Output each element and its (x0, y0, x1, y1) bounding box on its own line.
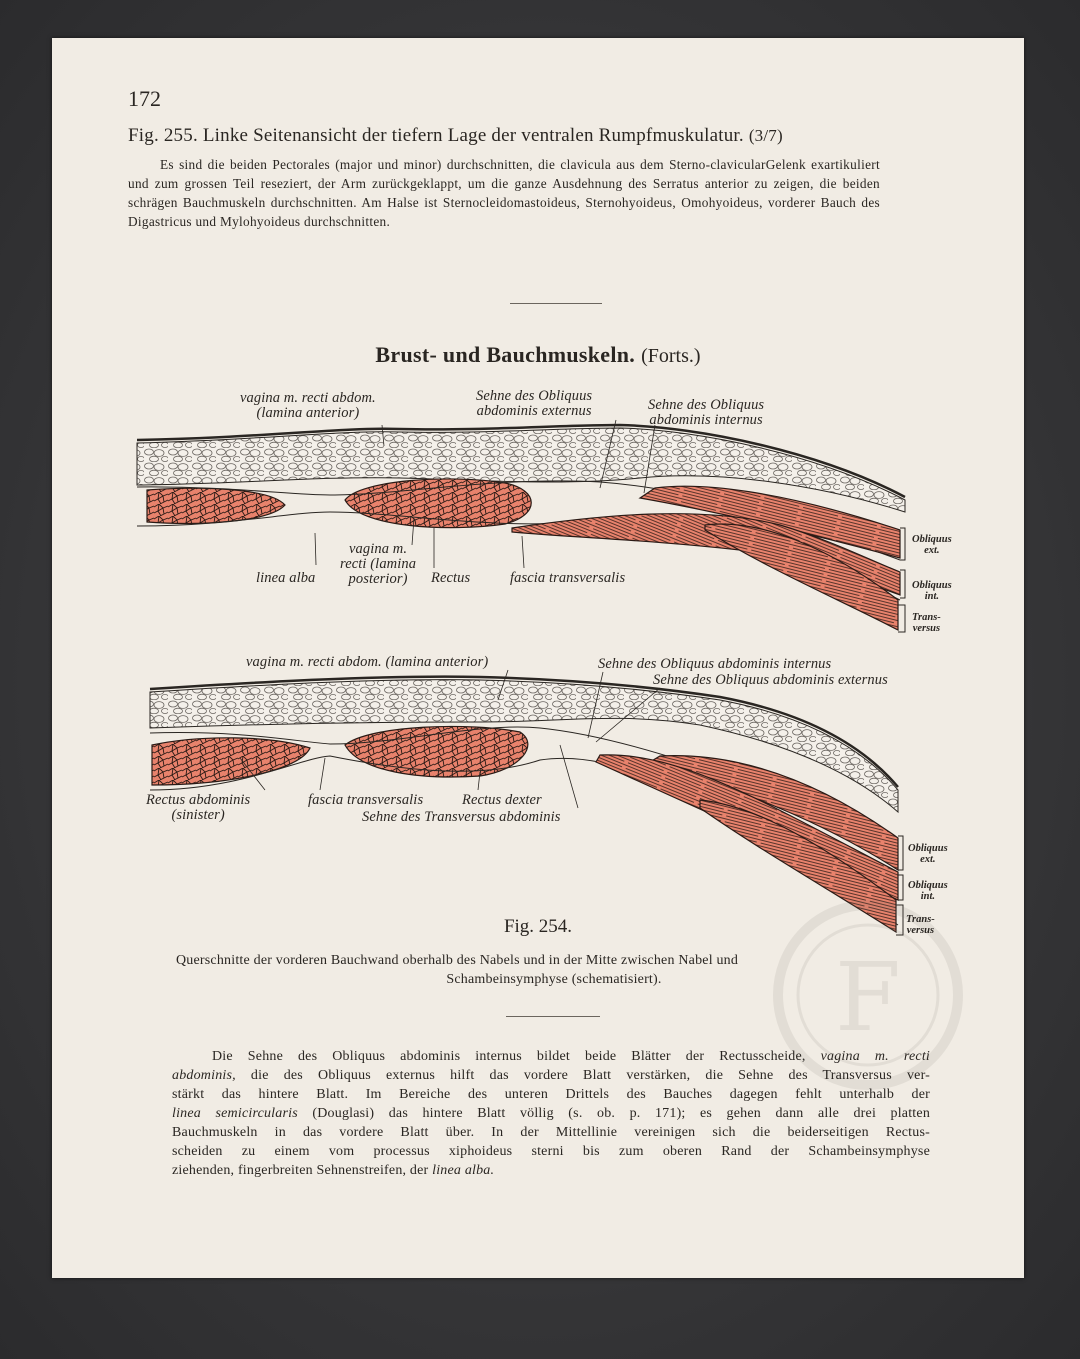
lower-label-sehne-externus: Sehne des Obliquus abdominis externus (653, 672, 888, 688)
body-line-1 (172, 1047, 930, 1066)
lower-obliquus-ext-l1: Obliquus (908, 843, 948, 854)
body-line-2b: die des Obliquus externus hilft das vordere Blatt verstärken, die Sehne des Transversus ver- (250, 1068, 930, 1083)
upper-label-sehne-internus-l1: Sehne des Obliquus (648, 397, 765, 413)
upper-label-sehne-externus-l2: abdominis externus (476, 403, 592, 419)
body-paragraph (172, 1047, 930, 1180)
upper-label-vagina-posterior (340, 542, 416, 587)
fig-254-caption-line1: Querschnitte der vorderen Bauchwand oberhalb des Nabels und in der Mitte zwischen Nabel und (176, 953, 739, 968)
upper-label-sehne-internus-l2: abdominis internus (649, 412, 763, 428)
upper-label-fascia: fascia transversalis (510, 570, 626, 586)
upper-label-vagina-anterior-l2: (lamina anterior) (256, 405, 360, 421)
upper-obliquus-ext-l1: Obliquus (912, 534, 952, 545)
fig-254-number: Fig. 254. (503, 916, 573, 937)
body-line-2 (172, 1066, 930, 1085)
upper-label-vagina-posterior-l3: posterior) (348, 571, 408, 587)
body-line-1a: Die Sehne des Obliquus abdominis internus bildet beide Blätter der Rectusscheide, (212, 1049, 806, 1064)
lower-label-rectus-sinister (146, 793, 250, 823)
page-number: 172 (128, 86, 161, 111)
section-title-text: Brust- und Bauchmuskeln. (375, 342, 636, 367)
body-line-4a: linea semicircularis (172, 1106, 298, 1121)
svg-text:F: F (835, 943, 901, 1053)
body-line-7b: linea alba. (432, 1163, 495, 1178)
lower-label-fascia: fascia transversalis (308, 792, 424, 808)
lower-label-vagina-anterior: vagina m. recti abdom. (lamina anterior) (246, 654, 489, 670)
upper-muscle-label-transversus (912, 612, 941, 634)
fig-255-scale: (3/7) (748, 126, 783, 145)
lower-label-rectus-sinister-l2: (sinister) (171, 807, 225, 823)
lower-obliquus-int-l1: Obliquus (908, 880, 948, 891)
lower-label-rectus-dexter: Rectus dexter (462, 792, 542, 808)
body-line-1b: vagina m. recti (820, 1049, 930, 1064)
lower-obliquus-int-l2: int. (920, 891, 935, 902)
upper-label-rectus: Rectus (431, 570, 471, 586)
lower-obliquus-ext-l2: ext. (920, 854, 936, 865)
upper-label-vagina-posterior-l2: recti (lamina (340, 556, 417, 572)
upper-transversus-l2: versus (912, 623, 941, 634)
body-line-4 (172, 1104, 930, 1123)
body-line-7 (172, 1161, 930, 1180)
lower-muscle-label-obliquus-int (908, 880, 948, 902)
lower-transversus-l1: Trans- (906, 914, 935, 925)
fig-255-title-text: Fig. 255. Linke Seitenansicht der tiefern Lage der ventralen Rumpfmuskulatur. (128, 125, 744, 146)
upper-obliquus-int-l1: Obliquus (912, 580, 952, 591)
body-line-7a: ziehenden, fingerbreiten Sehnenstreifen, der (172, 1163, 429, 1178)
lower-muscle-label-obliquus-ext (908, 843, 948, 865)
body-line-4b: (Douglasi) das hintere Blatt völlig (s. ob. p. 171); es gehen dann alle drei platten (312, 1106, 930, 1121)
upper-label-vagina-posterior-l1: vagina m. (348, 541, 408, 557)
upper-muscle-label-obliquus-ext (912, 534, 952, 556)
body-line-5: Bauchmuskeln in das vordere Blatt über. In der Mittellinie vereinigen sich die beiderseitigen Rectus- (172, 1125, 930, 1140)
upper-cross-section (137, 420, 905, 632)
upper-label-sehne-externus (476, 389, 592, 419)
lower-transversus-l2: versus (906, 925, 935, 936)
lower-label-sehne-internus: Sehne des Obliquus abdominis internus (598, 656, 832, 672)
upper-label-sehne-internus (648, 398, 764, 428)
upper-label-vagina-anterior (240, 391, 376, 421)
lower-label-rectus-sinister-l1: Rectus abdominis (146, 792, 251, 808)
section-subtitle: (Forts.) (641, 345, 701, 367)
fig-254-caption-line2: Schambeinsymphyse (schematisiert). (446, 972, 662, 987)
body-line-2a: abdominis, (172, 1068, 236, 1083)
upper-label-vagina-anterior-l1: vagina m. recti abdom. (240, 390, 376, 406)
lower-label-sehne-transversus: Sehne des Transversus abdominis (362, 809, 561, 825)
upper-label-sehne-externus-l1: Sehne des Obliquus (476, 388, 593, 404)
upper-obliquus-int-l2: int. (924, 591, 939, 602)
body-line-6: scheiden zu einem vom processus xiphoideus sterni bis zum oberen Rand der Schambeinsymphyse (172, 1144, 930, 1159)
upper-obliquus-ext-l2: ext. (924, 545, 940, 556)
fig-254-caption (176, 951, 932, 989)
body-line-3: stärkt das hintere Blatt. Im Bereiche des unteren Drittels des Bauches dagegen fehlt unterhalb der (172, 1087, 930, 1102)
upper-muscle-label-obliquus-int (912, 580, 952, 602)
fig-255-description: Es sind die beiden Pectorales (major und minor) durchschnitten, die clavicula aus dem Sterno-clavicularGelenk exartikuliert und zum grossen Teil reseziert, der Arm zurückgeklappt, um die ganze Ausdehnung des Serratus anterior zu zeigen, die beiden schrägen Bauchmuskeln durchschnitten. Am Halse ist Sternocleidomastoideus, Sternohyoideus, Omohyoideus, vorderer Bauch des Digastricus und Mylohyoideus durchschnitten. (128, 157, 880, 229)
upper-label-linea-alba: linea alba (256, 570, 316, 586)
upper-transversus-l1: Trans- (912, 612, 941, 623)
divider-bottom (506, 1016, 600, 1017)
